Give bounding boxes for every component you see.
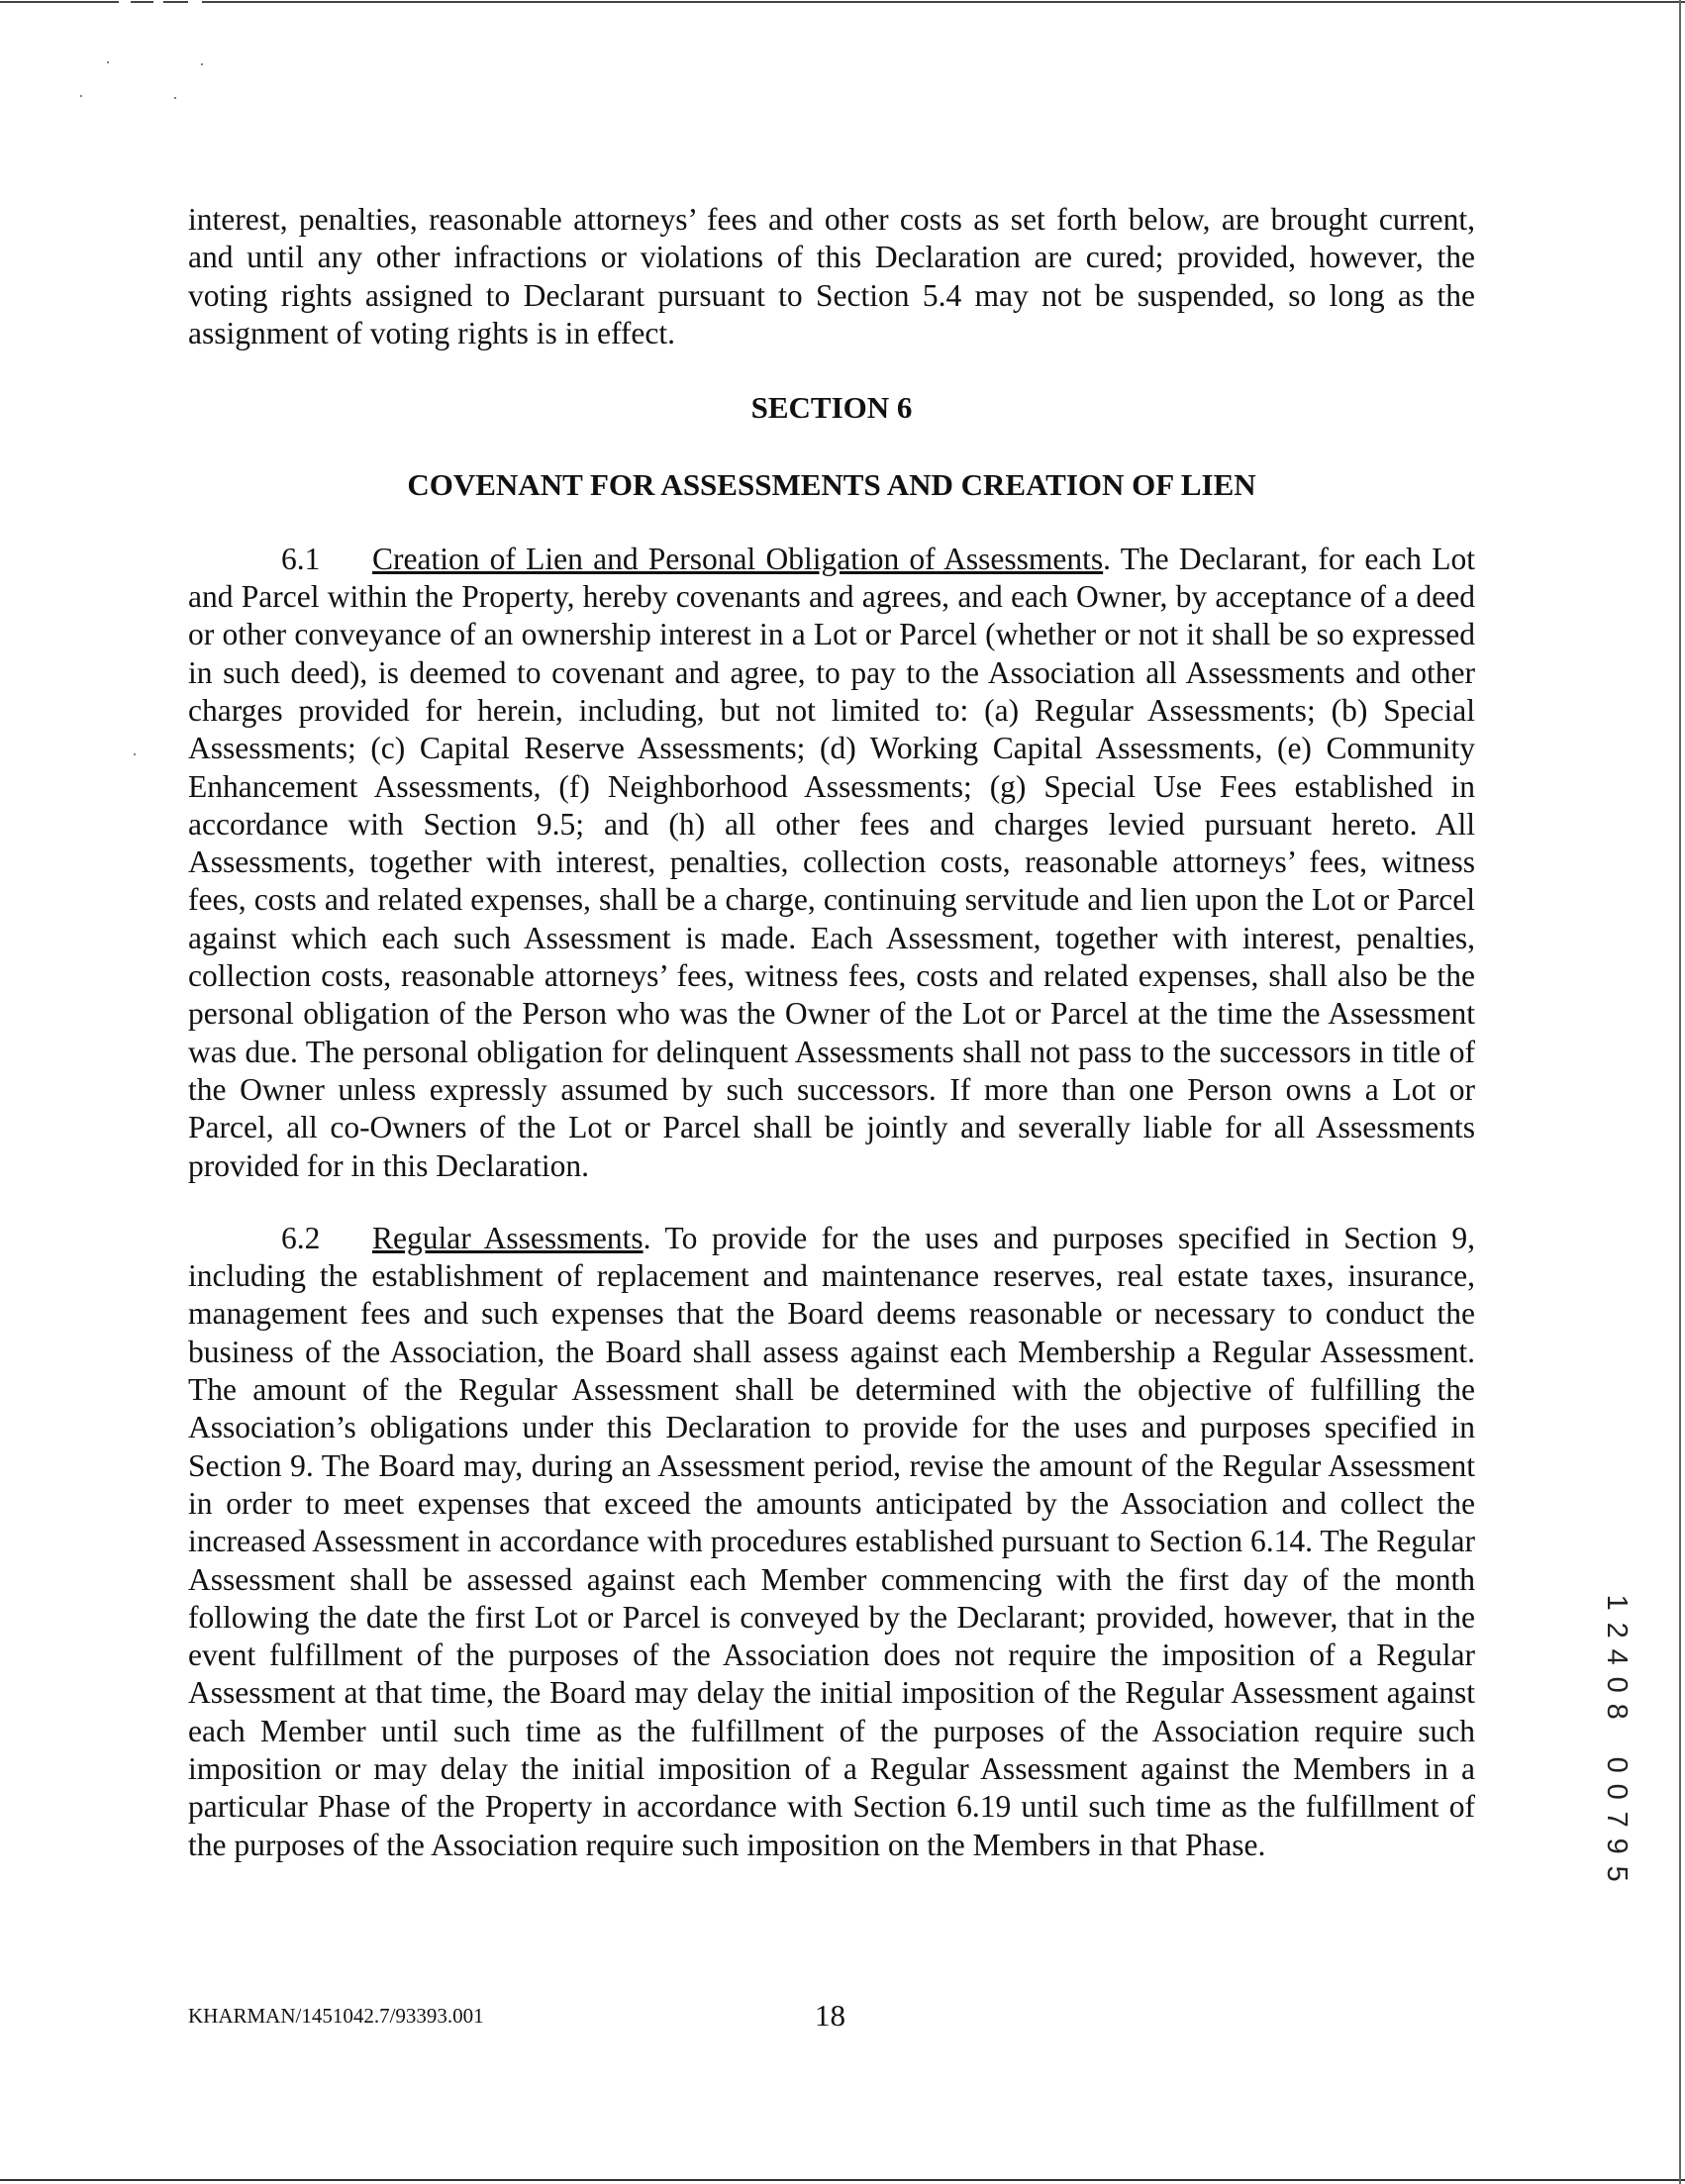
document-id: KHARMAN/1451042.7/93393.001 [188, 2004, 484, 2028]
right-scan-edge [1679, 0, 1681, 2184]
section-text: . The Declarant, for each Lot and Parcel within the Property, hereby covenants and agrees, and each Owner, by acceptance of a deed or other conveyance of an ownership interest in a Lot or Parcel (whether or not it shall be so expressed in such deed), is deemed to covenant and agree, to pay to the Association all Assessments and other charges provided for herein, including, but not limited to: (a) Regular Assessments; (b) Special Assessments; (c) Capital Reserve Assessments; (d) Working Capital Assessments, (e) Community Enhancement Assessments, (f) Neighborhood Assessments; (g) Special Use Fees established in accordance with Section 9.5; and (h) all other fees and charges levied pursuant hereto. All Assessments, together with interest, penalties, collection costs, reasonable attorneys’ fees, witness fees, costs and related expenses, shall be a charge, continuing servitude and lien upon the Lot or Parcel against which each such Assessment is made. Each Assessment, together with interest, penalties, collection costs, reasonable attorneys’ fees, witness fees, costs and related expenses, shall also be the personal obligation of the Person who was the Owner of the Lot or Parcel at the time the Assessment was due. The personal obligation for delinquent Assessments shall not pass to the successors in title of the Owner unless expressly assumed by such successors. If more than one Person owns a Lot or Parcel, all co-Owners of the Lot or Parcel shall be jointly and severally liable for all Assessments provided for in this Declaration. [188, 541, 1475, 1183]
top-scan-edge [0, 1, 1685, 3]
scan-speck [107, 61, 109, 63]
scan-edge-gap [153, 0, 163, 4]
stamp-digit: 7 [1600, 1811, 1633, 1828]
scan-speck [80, 95, 82, 97]
section-caption: Regular Assessments [372, 1220, 644, 1255]
section-heading: SECTION 6 [750, 390, 913, 426]
scan-speck [174, 97, 176, 99]
section-title: COVENANT FOR ASSESSMENTS AND CREATION OF LIEN [407, 467, 1256, 503]
section-text: . To provide for the uses and purposes specified in Section 9, including the establishment of replacement and maintenance reserves, real estate taxes, insurance, management fees and such expenses that the Board deems reasonable or necessary to conduct the business of the Association, the Board shall assess against each Membership a Regular Assessment. The amount of the Regular Assessment shall be determined with the objective of fulfilling the Association’s obligations under this Declaration to provide for the uses and purposes specified in Section 9. The Board may, during an Assessment period, revise the amount of the Regular Assessment in order to meet expenses that exceed the amounts anticipated by the Association and collect the increased Assessment in accordance with procedures established pursuant to Section 6.14. The Regular Assessment shall be assessed against each Member commencing with the first day of the month following the date the first Lot or Parcel is conveyed by the Declarant; provided, however, that in the event fulfillment of the purposes of the Association does not require the imposition of a Regular Assessment at that time, the Board may delay the initial imposition of the Regular Assessment against each Member until such time as the fulfillment of the purposes of the Association require such imposition or may delay the initial imposition of a Regular Assessment against the Members in a particular Phase of the Property in accordance with Section 6.19 until such time as the fulfillment of the purposes of the Association require such imposition on the Members in that Phase. [188, 1220, 1475, 1862]
stamp-digit: 5 [1600, 1865, 1633, 1882]
scan-speck [134, 753, 136, 755]
bottom-scan-edge [0, 2179, 1685, 2181]
scan-edge-gap [119, 0, 131, 4]
stamp-digit: 0 [1600, 1783, 1633, 1800]
stamp-digit: 2 [1600, 1622, 1633, 1638]
scan-speck [201, 63, 203, 65]
stamp-digit: 9 [1600, 1837, 1633, 1854]
opening-paragraph: interest, penalties, reasonable attorneys’ fees and other costs as set forth below, are brought current, and until any other infractions or violations of this Declaration are cured; provided, however, the voting rights assigned to Declarant pursuant to Section 5.4 may not be suspended, so long as the assignment of voting rights is in effect. [188, 202, 1475, 350]
scan-edge-gap [188, 0, 202, 4]
stamp-digit: 0 [1600, 1756, 1633, 1773]
page-number: 18 [815, 1998, 845, 2033]
stamp-digit: 0 [1600, 1676, 1633, 1693]
section-number: 6.2 [281, 1220, 321, 1255]
stamp-digit: 4 [1600, 1648, 1633, 1665]
section-number: 6.1 [281, 541, 321, 576]
section-6-2-paragraph [188, 1220, 1475, 1864]
stamp-digit: 1 [1600, 1594, 1633, 1611]
section-6-1-paragraph [188, 541, 1475, 1185]
stamp-digit: 8 [1600, 1703, 1633, 1720]
recording-stamp [1596, 1589, 1635, 1887]
document-body [188, 201, 1475, 1864]
section-caption: Creation of Lien and Personal Obligation of Assessments [372, 541, 1104, 576]
